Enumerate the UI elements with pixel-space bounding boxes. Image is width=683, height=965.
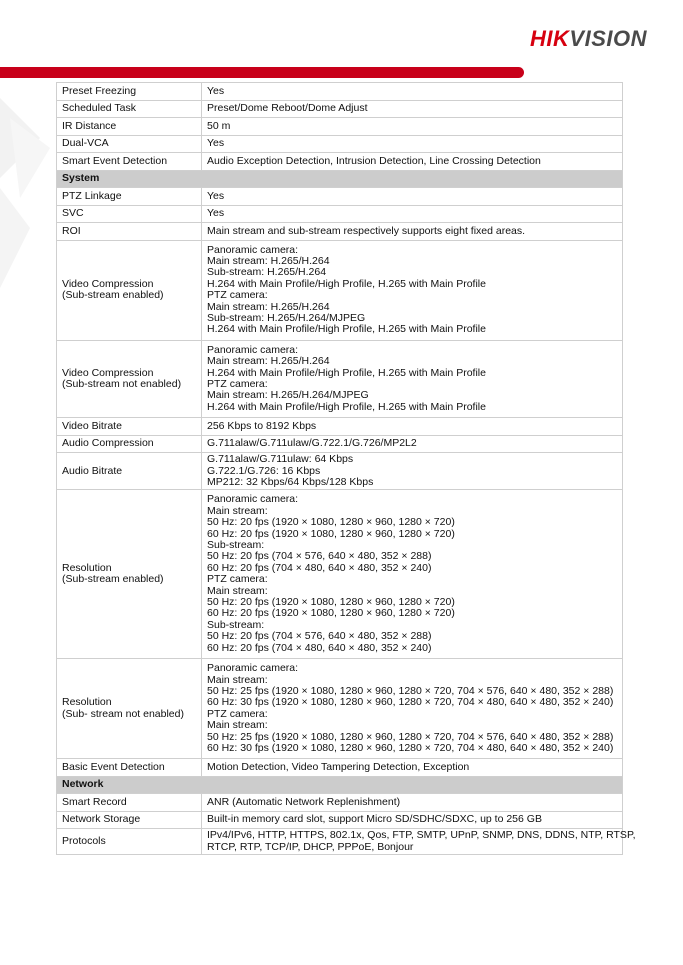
spec-label: Video Bitrate (57, 418, 202, 436)
logo-vision: VISION (569, 26, 647, 51)
spec-value (202, 340, 623, 417)
spec-label: Audio Bitrate (57, 453, 202, 490)
spec-label-line: Resolution (62, 696, 112, 709)
spec-label: PTZ Linkage (57, 188, 202, 206)
spec-row (57, 118, 623, 136)
spec-label: Smart Record (57, 794, 202, 812)
spec-label-line: Video Compression (62, 366, 154, 379)
spec-value-line: 50 Hz: 25 fps (1920 × 1080, 1280 × 960, 1280 × 720, 704 × 576, 640 × 480, 352 × 288) (207, 730, 614, 743)
spec-label: Scheduled Task (57, 100, 202, 118)
spec-value-line: 50 Hz: 20 fps (1920 × 1080, 1280 × 960, 1280 × 720) (207, 516, 455, 529)
spec-row (57, 83, 623, 101)
spec-row (57, 794, 623, 812)
spec-label: Protocols (57, 829, 202, 855)
spec-value-line: Panoramic camera: (207, 662, 299, 675)
spec-value (202, 490, 623, 659)
spec-value-line: Main stream: (207, 504, 268, 517)
spec-row (57, 100, 623, 118)
spec-value-line: Sub-stream: (207, 539, 265, 552)
spec-value: G.711alaw/G.711ulaw/G.722.1/G.726/MP2L2 (202, 435, 623, 453)
spec-value-line: 60 Hz: 20 fps (704 × 480, 640 × 480, 352 × 240) (207, 641, 432, 654)
spec-value-line: 50 Hz: 20 fps (704 × 576, 640 × 480, 352 × 288) (207, 630, 432, 643)
spec-row (57, 205, 623, 223)
spec-value: Preset/Dome Reboot/Dome Adjust (202, 100, 623, 118)
spec-value-line: G.722.1/G.726: 16 Kbps (207, 464, 321, 477)
spec-value: Built-in memory card slot, support Micro SD/SDHC/SDXC, up to 256 GB (202, 811, 623, 829)
spec-label: ROI (57, 223, 202, 241)
logo-hik: HIK (530, 26, 570, 51)
spec-value-line: RTCP, RTP, TCP/IP, DHCP, PPPoE, Bonjour (207, 840, 414, 853)
spec-value-line: 50 Hz: 25 fps (1920 × 1080, 1280 × 960, 1280 × 720, 704 × 576, 640 × 480, 352 × 288) (207, 684, 614, 697)
spec-value-line: 50 Hz: 20 fps (1920 × 1080, 1280 × 960, 1280 × 720) (207, 596, 455, 609)
spec-value-line: Panoramic camera: (207, 243, 299, 256)
spec-row (57, 340, 623, 417)
spec-value-line: Main stream: (207, 673, 268, 686)
spec-value-line: Main stream: H.265/H.264 (207, 300, 330, 313)
spec-value-line: Main stream: H.265/H.264 (207, 355, 330, 368)
spec-value: Motion Detection, Video Tampering Detection, Exception (202, 759, 623, 777)
spec-row (57, 418, 623, 436)
spec-value (202, 453, 623, 490)
spec-value: Yes (202, 83, 623, 101)
spec-value: Yes (202, 135, 623, 153)
spec-label: Preset Freezing (57, 83, 202, 101)
spec-value: 256 Kbps to 8192 Kbps (202, 418, 623, 436)
spec-label: Audio Compression (57, 435, 202, 453)
spec-row (57, 490, 623, 659)
spec-value-line: PTZ camera: (207, 573, 268, 586)
spec-value: Yes (202, 188, 623, 206)
spec-value-line: Main stream: (207, 584, 268, 597)
spec-value-line: H.264 with Main Profile/High Profile, H.265 with Main Profile (207, 366, 486, 379)
spec-label: Network Storage (57, 811, 202, 829)
spec-value: Main stream and sub-stream respectively supports eight fixed areas. (202, 223, 623, 241)
spec-label-line: (Sub-stream enabled) (62, 289, 164, 302)
spec-value-line: 60 Hz: 20 fps (1920 × 1080, 1280 × 960, 1280 × 720) (207, 607, 455, 620)
spec-value: Yes (202, 205, 623, 223)
spec-value: ANR (Automatic Network Replenishment) (202, 794, 623, 812)
spec-value-line: Panoramic camera: (207, 343, 299, 356)
spec-row (57, 759, 623, 777)
spec-label (57, 340, 202, 417)
section-header-row (57, 170, 623, 188)
spec-value-line: H.264 with Main Profile/High Profile, H.265 with Main Profile (207, 277, 486, 290)
spec-row (57, 188, 623, 206)
spec-label-line: (Sub-stream enabled) (62, 573, 164, 586)
section-title: Network (57, 776, 623, 794)
header-red-bar (0, 67, 524, 78)
spec-row (57, 829, 623, 855)
spec-row (57, 240, 623, 340)
hikvision-logo (530, 26, 647, 52)
spec-value-line: MP212: 32 Kbps/64 Kbps/128 Kbps (207, 476, 374, 488)
spec-value-line: Panoramic camera: (207, 493, 299, 506)
spec-label: Smart Event Detection (57, 153, 202, 171)
spec-value-line: Sub-stream: (207, 618, 265, 631)
spec-value: 50 m (202, 118, 623, 136)
spec-label: IR Distance (57, 118, 202, 136)
spec-label (57, 490, 202, 659)
spec-row (57, 435, 623, 453)
spec-label-line: Video Compression (62, 277, 154, 290)
spec-value-line: Sub-stream: H.265/H.264 (207, 266, 327, 279)
spec-label: Basic Event Detection (57, 759, 202, 777)
spec-value-line: PTZ camera: (207, 707, 268, 720)
spec-value-line: PTZ camera: (207, 289, 268, 302)
spec-value: Audio Exception Detection, Intrusion Detection, Line Crossing Detection (202, 153, 623, 171)
spec-value-line: H.264 with Main Profile/High Profile, H.265 with Main Profile (207, 400, 486, 413)
spec-value-line: H.264 with Main Profile/High Profile, H.265 with Main Profile (207, 323, 486, 336)
specification-table (56, 82, 636, 855)
spec-value-line: Main stream: H.265/H.264 (207, 254, 330, 267)
spec-value-line: Main stream: (207, 719, 268, 732)
spec-value-line: 60 Hz: 20 fps (1920 × 1080, 1280 × 960, 1280 × 720) (207, 527, 455, 540)
spec-row (57, 811, 623, 829)
spec-label-line: (Sub-stream not enabled) (62, 377, 182, 390)
spec-label (57, 240, 202, 340)
spec-row (57, 453, 623, 490)
spec-value (202, 829, 636, 855)
spec-label-line: (Sub- stream not enabled) (62, 707, 184, 720)
section-header-row (57, 776, 623, 794)
spec-value-line: IPv4/IPv6, HTTP, HTTPS, 802.1x, Qos, FTP, SMTP, UPnP, SNMP, DNS, DDNS, NTP, RTSP, (207, 829, 636, 842)
spec-value-line: 60 Hz: 30 fps (1920 × 1080, 1280 × 960, 1280 × 720, 704 × 480, 640 × 480, 352 × 240) (207, 741, 614, 754)
spec-value (202, 240, 623, 340)
spec-row (57, 153, 623, 171)
spec-label: Dual-VCA (57, 135, 202, 153)
spec-value-line: G.711alaw/G.711ulaw: 64 Kbps (207, 453, 354, 466)
spec-row (57, 659, 623, 759)
spec-row (57, 223, 623, 241)
spec-value-line: Sub-stream: H.265/H.264/MJPEG (207, 311, 366, 324)
section-title: System (57, 170, 623, 188)
spec-value-line: 60 Hz: 30 fps (1920 × 1080, 1280 × 960, 1280 × 720, 704 × 480, 640 × 480, 352 × 240) (207, 696, 614, 709)
spec-value (202, 659, 623, 759)
spec-value-line: Main stream: H.265/H.264/MJPEG (207, 389, 369, 402)
decorative-watermark-shape (0, 78, 56, 378)
specification-table-body (57, 83, 636, 855)
spec-value-line: PTZ camera: (207, 377, 268, 390)
spec-label: SVC (57, 205, 202, 223)
spec-label (57, 659, 202, 759)
spec-value-line: 60 Hz: 20 fps (704 × 480, 640 × 480, 352 × 240) (207, 561, 432, 574)
spec-row (57, 135, 623, 153)
spec-label-line: Resolution (62, 561, 112, 574)
spec-value-line: 50 Hz: 20 fps (704 × 576, 640 × 480, 352 × 288) (207, 550, 432, 563)
